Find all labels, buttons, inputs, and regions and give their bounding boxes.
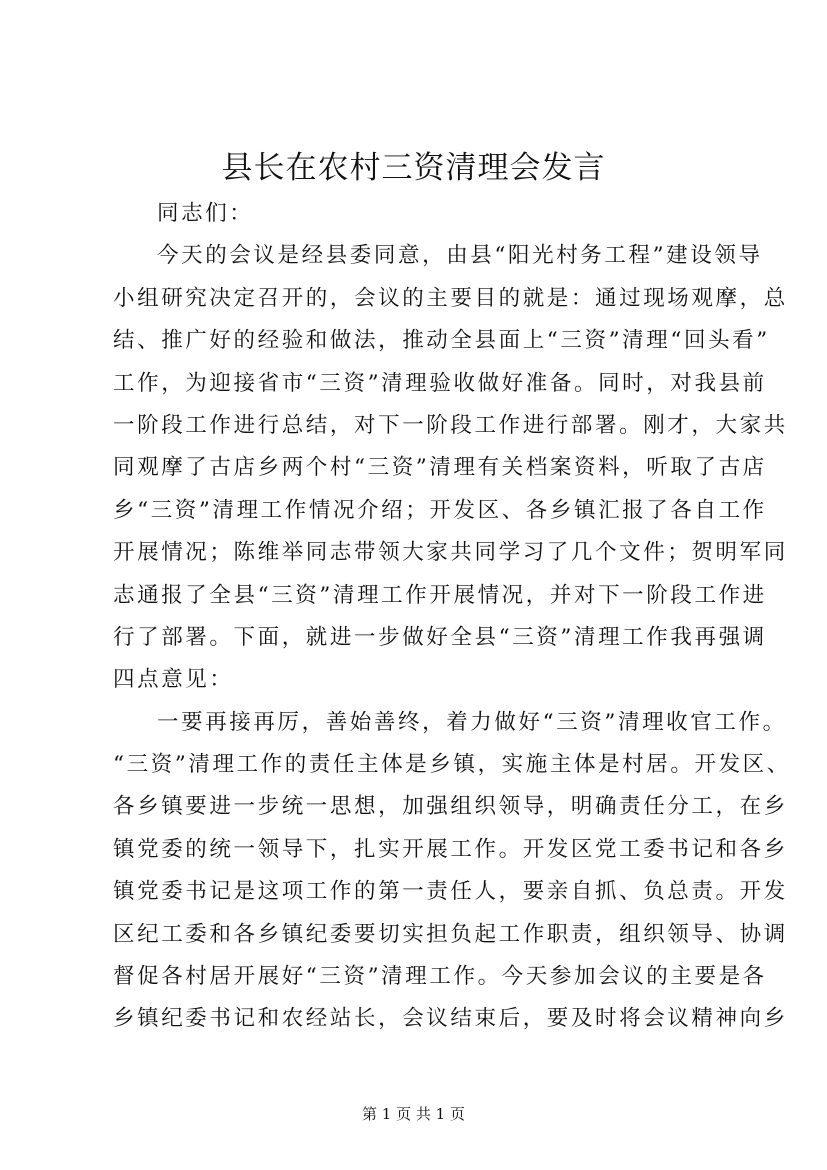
- body-line: 志通报了全县“三资”清理工作开展情况，并对下一阶段工作进: [113, 582, 767, 608]
- body-line: 工作，为迎接省市“三资”清理验收做好准备。同时，对我县前: [113, 370, 767, 396]
- body-line: 镇党委的统一领导下，扎实开展工作。开发区党工委书记和各乡: [113, 836, 788, 862]
- document-title: 县长在农村三资清理会发言: [221, 150, 606, 186]
- body-line: 一要再接再厉，善始善终，着力做好“三资”清理收官工作。: [157, 709, 787, 735]
- body-line: “三资”清理工作的责任主体是乡镇，实施主体是村居。开发区、: [113, 752, 791, 778]
- salutation-line: 同志们：: [157, 201, 254, 226]
- body-line: 各乡镇要进一步统一思想，加强组织领导，明确责任分工，在乡: [113, 794, 788, 820]
- body-line: 镇党委书记是这项工作的第一责任人，要亲自抓、负总责。开发: [113, 879, 788, 905]
- body-line: 行了部署。下面，就进一步做好全县“三资”清理工作我再强调: [113, 624, 767, 650]
- body-line: 乡“三资”清理工作情况介绍；开发区、各乡镇汇报了各自工作: [113, 497, 767, 523]
- body-line: 同观摩了古店乡两个村“三资”清理有关档案资料，听取了古店: [113, 455, 767, 481]
- body-line: 乡镇纪委书记和农经站长，会议结束后，要及时将会议精神向乡: [113, 1006, 788, 1032]
- page-number-footer: 第 1 页 共 1 页: [362, 1105, 465, 1123]
- body-line: 小组研究决定召开的，会议的主要目的就是：通过现场观摩，总: [113, 285, 788, 311]
- document-body: [113, 193, 791, 1041]
- body-line: 督促各村居开展好“三资”清理工作。今天参加会议的主要是各: [113, 964, 767, 990]
- body-line: 今天的会议是经县委同意，由县“阳光村务工程”建设领导: [157, 243, 763, 269]
- body-line: 四点意见：: [113, 667, 234, 693]
- body-line: 区纪工委和各乡镇纪委要切实担负起工作职责，组织领导、协调: [113, 921, 788, 947]
- body-line: 一阶段工作进行总结，对下一阶段工作进行部署。刚才，大家共: [113, 412, 788, 438]
- body-line: 开展情况；陈维举同志带领大家共同学习了几个文件；贺明军同: [113, 540, 788, 566]
- body-line: 结、推广好的经验和做法，推动全县面上“三资”清理“回头看”: [113, 328, 770, 354]
